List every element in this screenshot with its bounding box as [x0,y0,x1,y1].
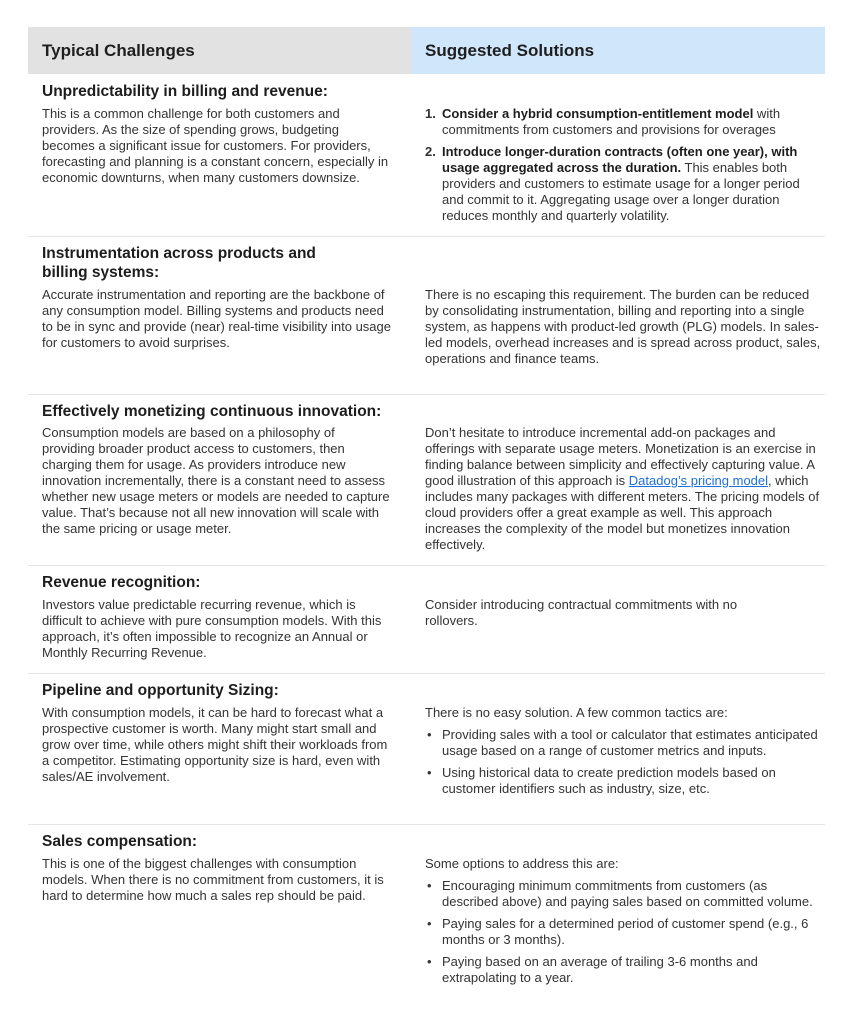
list-number: 1. [425,106,436,121]
section-title: Revenue recognition: [42,574,201,591]
solution-bold: Introduce longer-duration contracts (often one year), with usage aggregated across the duration. [442,144,798,175]
challenge-text: Accurate instrumentation and reporting are the backbone of any consumption model. Billing systems and products need to be in sync and provide (near) real-time visibility into usage for customers to avoid surprises. [42,287,392,350]
section-unpredictability [28,74,825,237]
comparison-table [28,27,825,992]
section-monetizing-innovation [28,395,825,566]
solution-text: with commitments from customers and provisions for overages [442,106,781,137]
list-item [425,765,821,797]
list-item [425,144,821,224]
bullet-glyph: • [427,765,432,780]
section-title: Instrumentation across products and billing systems: [42,245,316,281]
section-instrumentation [28,237,825,395]
section-pipeline-sizing [28,674,825,825]
list-item [425,727,821,759]
challenge-text: With consumption models, it can be hard to forecast what a prospective customer is worth. Many might start small and grow over time, while others might shift their workloads from a competitor. Estimating opportunity size is hard, even with sales/AE involvement. [42,705,388,784]
section-revenue-recognition [28,566,825,674]
bullet-glyph: • [427,878,432,893]
list-item [425,878,821,910]
solution-bullets [425,727,821,797]
solution-intro: Some options to address this are: [425,856,619,871]
section-title: Sales compensation: [42,833,198,850]
solution-text: This enables both providers and customers to estimate usage for a longer period and commit to it. Aggregating usage over a longer duration reduces monthly and quarterly volatility. [442,160,800,223]
challenge-text: Investors value predictable recurring revenue, which is difficult to achieve with pure consumption models. With this approach, it’s often impossible to recognize an Annual or Monthly Recurring Revenue. [42,597,382,660]
bullet-glyph: • [427,727,432,742]
header-suggested-solutions: Suggested Solutions [411,27,825,74]
challenge-text: This is one of the biggest challenges with consumption models. When there is no commitment from customers, it is hard to determine how much a sales rep should be paid. [42,856,384,903]
solution-text-part: Don’t hesitate to introduce incremental add-on packages and offerings with separate usage meters. Monetization is an exercise in finding balance between simplicity and effectively capturing value. A good illustration of this approach is [425,425,816,488]
section-title: Pipeline and opportunity Sizing: [42,682,279,699]
list-number: 2. [425,144,436,159]
solution-text-part: , which includes many packages with different meters. The pricing models of cloud providers offer a great example as well. This approach increases the complexity of the model but monetizes innovation effectively. [425,473,820,552]
challenge-text: This is a common challenge for both customers and providers. As the size of spending grows, budgeting becomes a significant issue for customers. For providers, forecasting and planning is a constant concern, especially in economic downturns, when many customers downsize. [42,106,389,185]
solution-text: There is no escaping this requirement. The burden can be reduced by consolidating instrumentation, billing and reporting into a single system, as happens with product-led growth (PLG) models. In sales-led models, overhead increases and is spread across product, sales, operations and finance teams. [425,287,821,366]
solution-text [425,425,821,553]
section-title: Unpredictability in billing and revenue: [42,83,328,100]
table-header [28,27,825,74]
solution-list [425,106,821,224]
bullet-text: Encouraging minimum commitments from customers (as described above) and paying sales based on committed volume. [442,878,813,909]
bullet-text: Providing sales with a tool or calculator that estimates anticipated usage based on a range of customer metrics and inputs. [442,727,818,758]
bullet-glyph: • [427,916,432,931]
solution-intro: There is no easy solution. A few common tactics are: [425,705,728,720]
challenge-text: Consumption models are based on a philosophy of providing broader product access to customers, then charging them for usage. As providers introduce new innovation incrementally, there is a constant need to assess whether new usage meters or models are needed to capture value. That’s because not all new innovation will scale with the same pricing or usage meter. [42,425,390,536]
datadog-pricing-link[interactable]: Datadog’s pricing model [628,473,769,488]
bullet-text: Paying based on an average of trailing 3-6 months and extrapolating to a year. [442,954,758,985]
bullet-glyph: • [427,954,432,969]
section-sales-compensation [28,825,825,992]
solution-bold: Consider a hybrid consumption-entitlement model [442,106,754,121]
solution-text: Consider introducing contractual commitments with no rollovers. [425,597,738,628]
header-typical-challenges: Typical Challenges [28,27,411,74]
solution-bullets [425,878,821,986]
list-item [425,954,821,986]
list-item [425,106,821,138]
bullet-text: Paying sales for a determined period of customer spend (e.g., 6 months or 3 months). [442,916,809,947]
list-item [425,916,821,948]
bullet-text: Using historical data to create prediction models based on customer identifiers such as industry, size, etc. [442,765,776,796]
section-title: Effectively monetizing continuous innovation: [42,403,382,420]
